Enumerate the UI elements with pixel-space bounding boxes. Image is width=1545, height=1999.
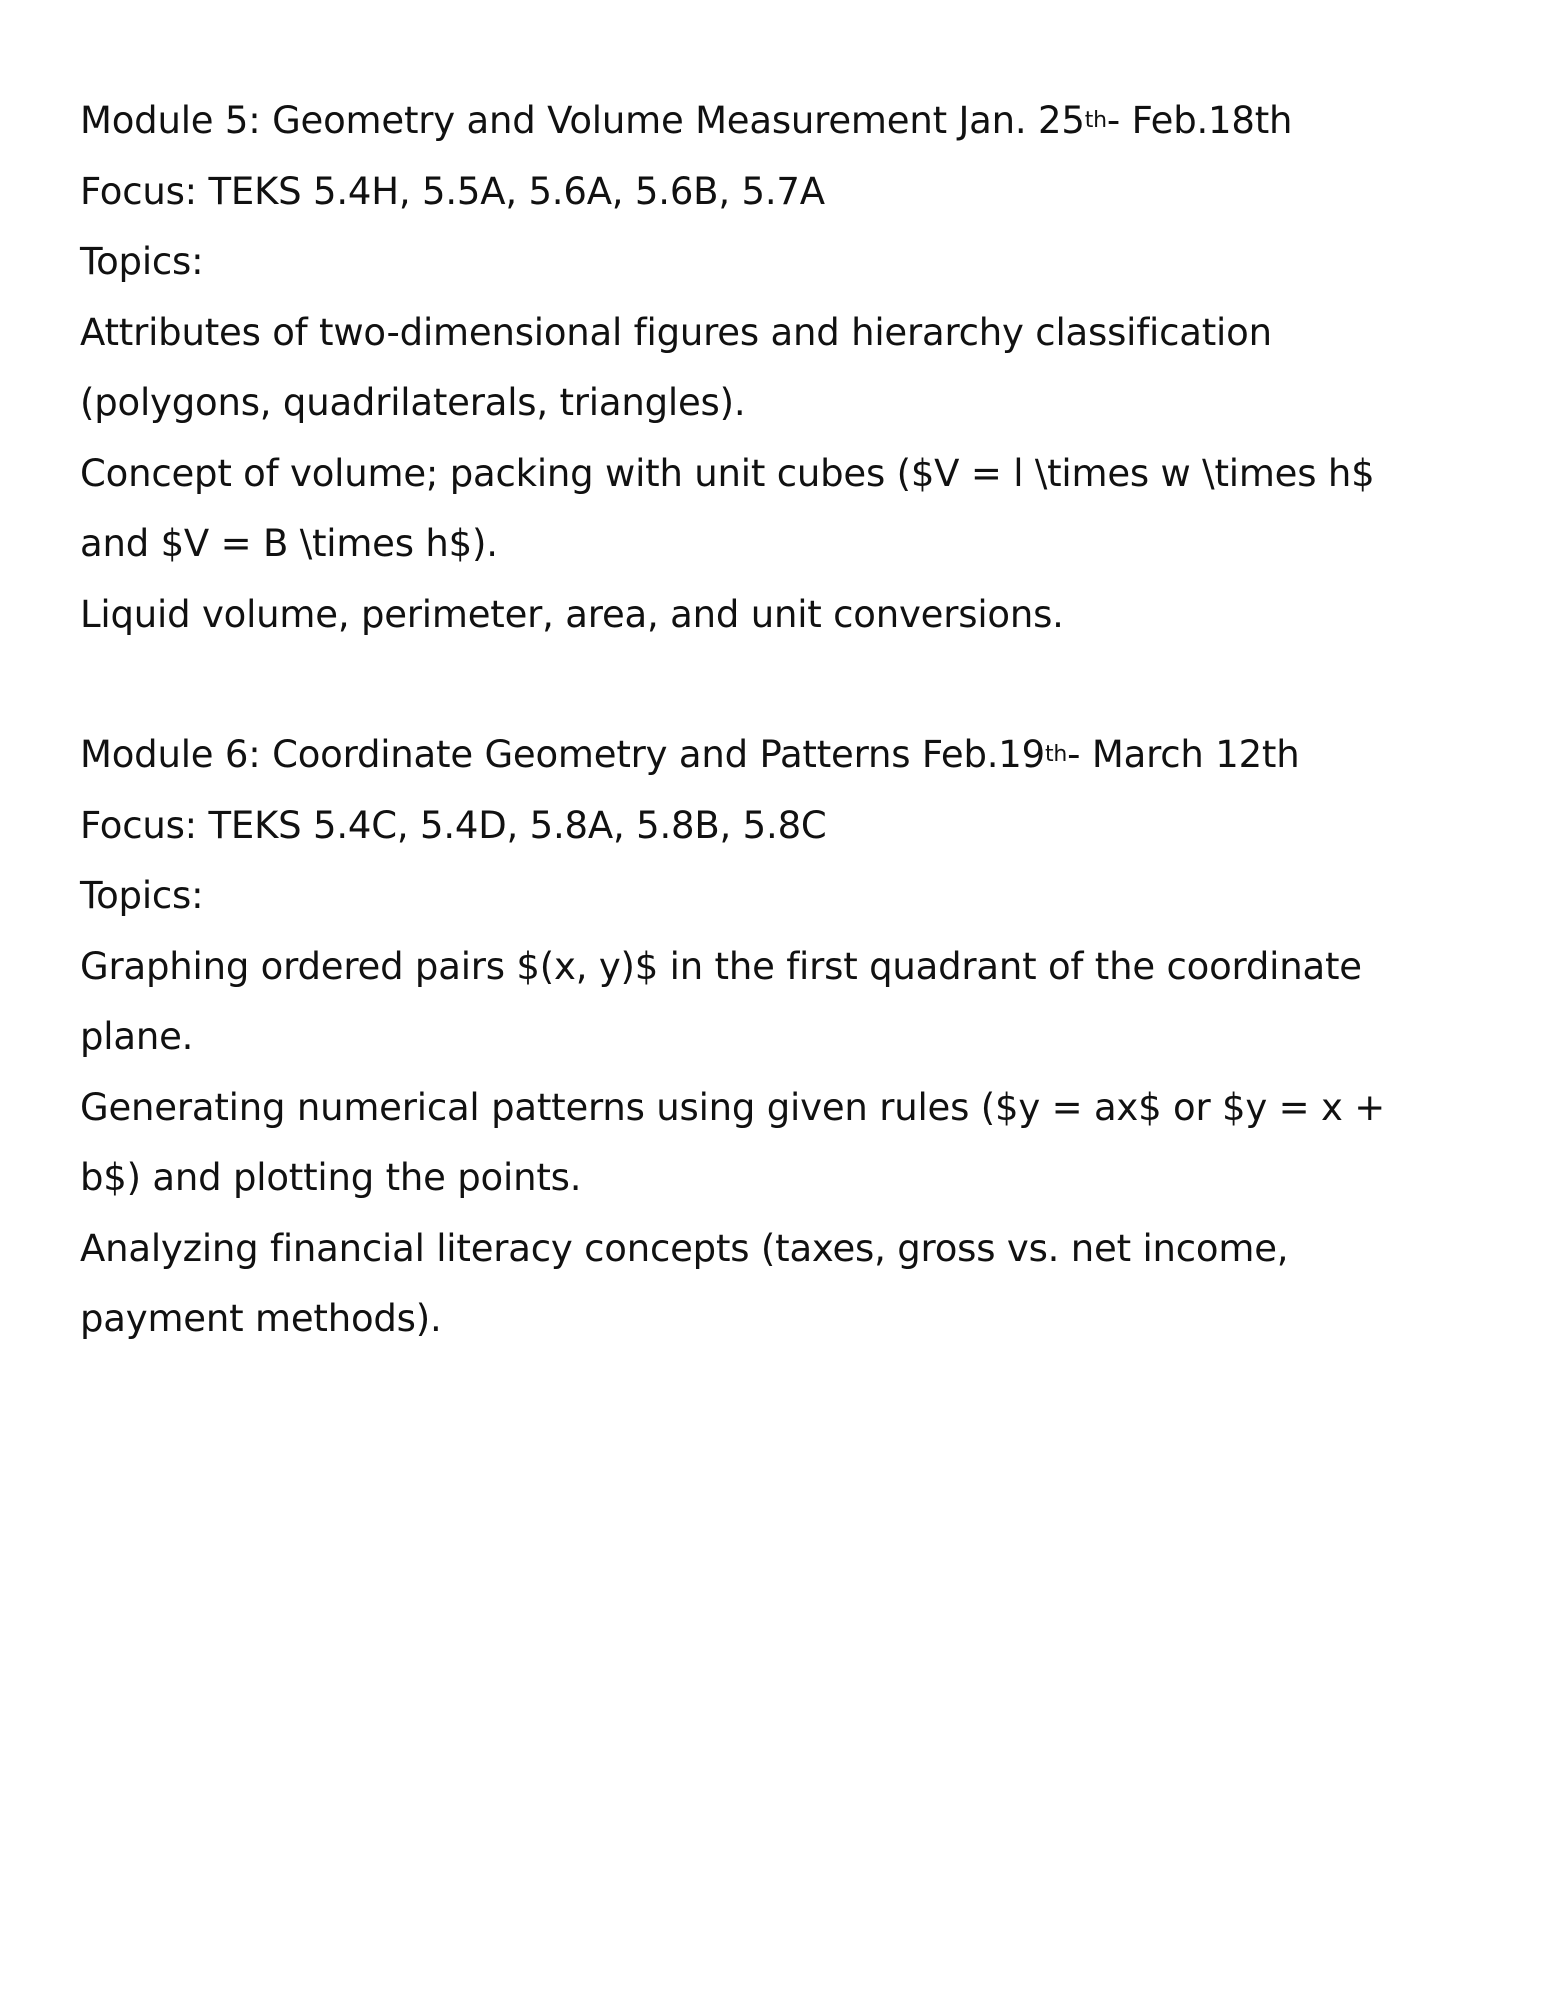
topic-line: Analyzing financial literacy concepts (taxes, gross vs. net income, bbox=[80, 1226, 1289, 1270]
ordinal-superscript: th bbox=[1084, 108, 1107, 133]
focus-line: Focus: TEKS 5.4H, 5.5A, 5.6A, 5.6B, 5.7A bbox=[80, 169, 825, 213]
module-heading-text: Module 5: Geometry and Volume Measurement Jan. 25 bbox=[80, 99, 1085, 142]
module-heading-date-end: - Feb.18th bbox=[1106, 99, 1293, 142]
topic-line: Graphing ordered pairs $(x, y)$ in the first quadrant of the coordinate bbox=[80, 944, 1362, 988]
document-page bbox=[80, 86, 1480, 1355]
topic-line: Liquid volume, perimeter, area, and unit conversions. bbox=[80, 592, 1064, 636]
module-heading-text: Module 6: Coordinate Geometry and Patterns Feb.19 bbox=[80, 733, 1045, 776]
focus-line: Focus: TEKS 5.4C, 5.4D, 5.8A, 5.8B, 5.8C bbox=[80, 803, 827, 847]
module-heading bbox=[80, 86, 1480, 157]
topic-line: Generating numerical patterns using given rules ($y = ax$ or $y = x + bbox=[80, 1085, 1386, 1129]
topic-line: plane. bbox=[80, 1015, 194, 1058]
module-6-section bbox=[80, 720, 1480, 1355]
topic-line: Concept of volume; packing with unit cubes ($V = l \times w \times h$ bbox=[80, 451, 1375, 495]
ordinal-superscript: th bbox=[1045, 742, 1068, 767]
topic-line: (polygons, quadrilaterals, triangles). bbox=[80, 381, 746, 424]
module-5-section bbox=[80, 86, 1480, 650]
topic-line: payment methods). bbox=[80, 1297, 442, 1340]
topic-line: Attributes of two-dimensional figures and hierarchy classification bbox=[80, 310, 1272, 354]
module-heading bbox=[80, 720, 1480, 791]
module-heading-date-end: - March 12th bbox=[1067, 733, 1300, 776]
topics-label: Topics: bbox=[80, 240, 204, 283]
topic-line: b$) and plotting the points. bbox=[80, 1156, 582, 1199]
topic-line: and $V = B \times h$). bbox=[80, 522, 498, 565]
topics-label: Topics: bbox=[80, 874, 204, 917]
